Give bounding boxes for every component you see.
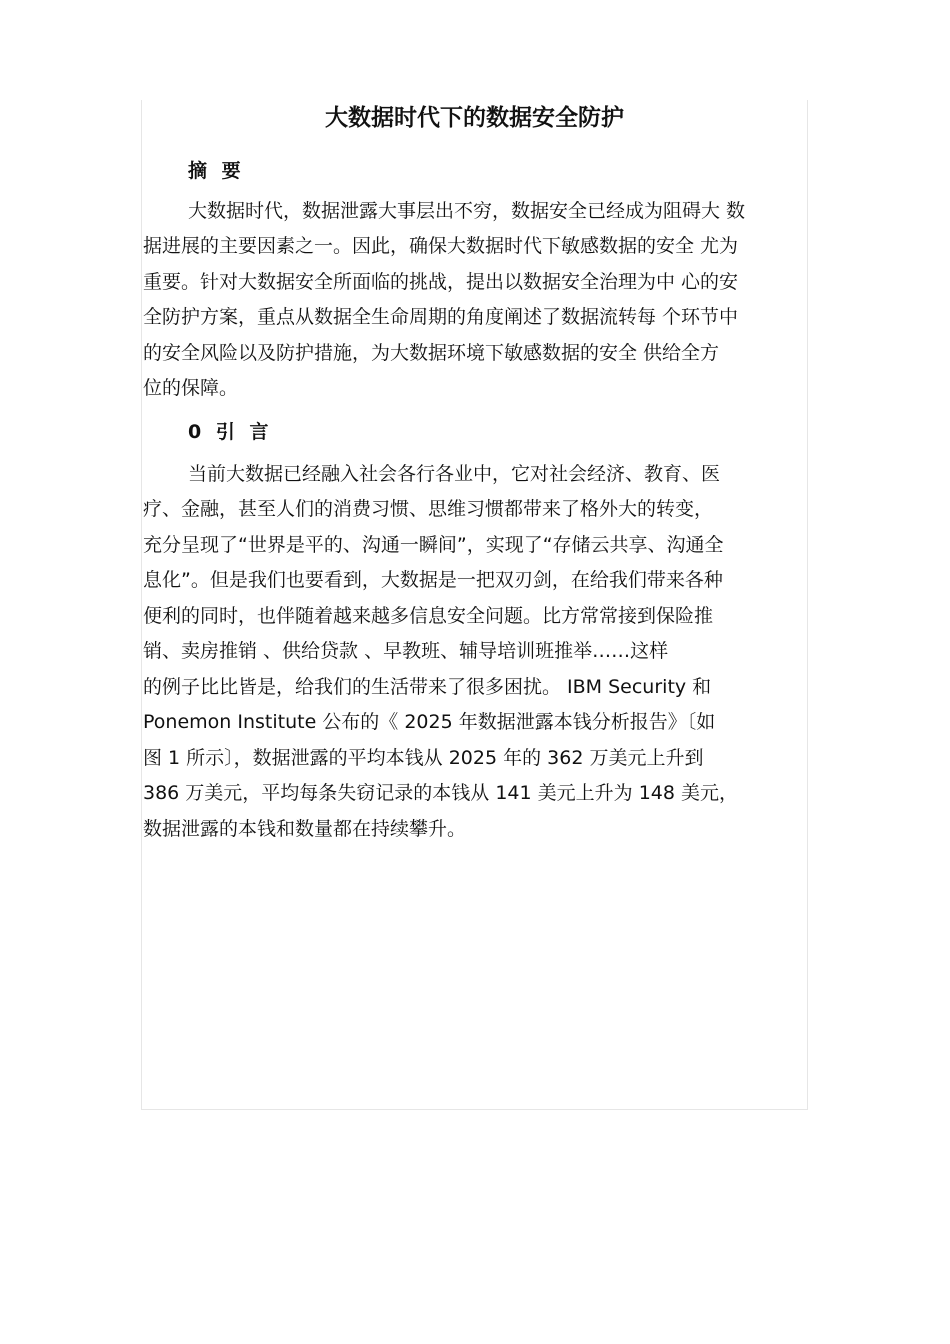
intro-line: 销、卖房推销 、供给贷款 、早教班、辅导培训班推举……这样 [143, 640, 669, 662]
abstract-line: 据进展的主要因素之一。因此，确保大数据时代下敏感数据的安全 尤为 [143, 235, 739, 257]
abstract-line: 的安全风险以及防护措施，为大数据环境下敏感数据的安全 供给全方 [143, 342, 720, 364]
intro-line: Ponemon Institute 公布的《 2025 年数据泄露本钱分析报告》〔如 [143, 711, 716, 733]
abstract-line: 位的保障。 [143, 377, 239, 399]
intro-line: 息化”。但是我们也要看到，大数据是一把双刃剑，在给我们带来各种 [143, 569, 723, 591]
abstract-line: 全防护方案，重点从数据全生命周期的角度阐述了数据流转每 个环节中 [143, 306, 739, 328]
intro-line: 充分呈现了“世界是平的、沟通一瞬间”，实现了“存储云共享、沟通全 [143, 534, 724, 556]
intro-line: 便利的同时，也伴随着越来越多信息安全问题。比方常常接到保险推 [143, 605, 714, 627]
intro-heading: 0 引 言 [188, 421, 273, 443]
intro-line: 疗、金融，甚至人们的消费习惯、思维习惯都带来了格外大的转变， [143, 498, 714, 520]
abstract-heading: 摘 要 [188, 160, 245, 182]
intro-line: 当前大数据已经融入社会各行各业中，它对社会经济、教育、医 [188, 463, 721, 485]
abstract-line: 大数据时代，数据泄露大事层出不穷，数据安全已经成为阻碍大 数 [188, 200, 746, 222]
intro-line: 数据泄露的本钱和数量都在持续攀升。 [143, 818, 467, 840]
intro-line: 图 1 所示〕，数据泄露的平均本钱从 2025 年的 362 万美元上升到 [143, 747, 704, 769]
document-title: 大数据时代下的数据安全防护 [325, 105, 624, 131]
abstract-line: 重要。针对大数据安全所面临的挑战，提出以数据安全治理为中 心的安 [143, 271, 739, 293]
intro-line: 的例子比比皆是，给我们的生活带来了很多困扰。 IBM Security 和 [143, 676, 712, 698]
intro-line: 386 万美元，平均每条失窃记录的本钱从 141 美元上升为 148 美元， [143, 782, 738, 804]
